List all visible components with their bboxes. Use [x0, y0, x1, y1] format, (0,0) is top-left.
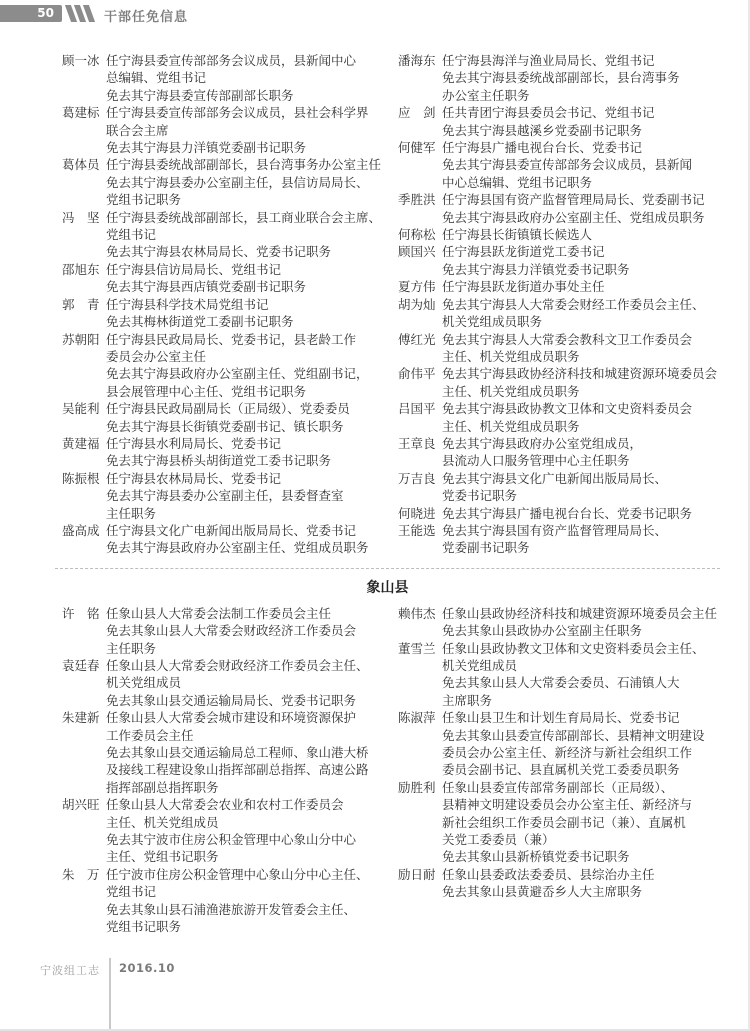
entry-person-name: 陈淑萍: [398, 710, 436, 726]
entry-content: [106, 435, 392, 470]
page-footer: [0, 956, 748, 1031]
entry-line: 免去其象山县人大常委会委员、石浦镇人大: [442, 675, 680, 691]
entry-line: 任宁海县委统战部副部长，县台湾事务办公室主任: [106, 157, 382, 173]
entry-line: 免去其宁海县政府办公室党组成员，: [442, 435, 643, 451]
entry-line: 主任、机关党组成员职务: [442, 348, 580, 364]
entry-line: 任宁海县科学技术局党组书记: [106, 296, 269, 312]
entry-line: 任宁海县跃龙街道办事处主任: [442, 279, 605, 295]
entry-person-name: 王能选: [398, 522, 436, 538]
entry-line: 免去其宁海县力洋镇党委书记职务: [442, 261, 630, 277]
entry-line: 免去其宁海县长街镇党委副书记、镇长职务: [106, 418, 344, 434]
entry-line: 任宁海县广播电视台台长、党委书记: [442, 140, 643, 156]
footer-divider-line: [109, 958, 111, 1031]
entry-line: 免去其象山县石浦渔港旅游开发管委会主任、: [106, 901, 357, 917]
entry-row: [62, 709, 392, 796]
entry-person-name: 黄建福: [62, 435, 100, 451]
entry-person-name: 傅红光: [398, 331, 436, 347]
entry-line: 免去其象山县人大常委会财政经济工作委员会: [106, 623, 357, 639]
entry-row: [62, 796, 392, 866]
entry-row: [62, 657, 392, 709]
entry-content: [106, 400, 392, 435]
entry-line: 委员会副书记、县直属机关党工委委员职务: [442, 762, 680, 778]
entry-line: 任象山县人大常委会城市建设和环境资源保护: [106, 710, 357, 726]
entry-line: 免去其宁波市住房公积金管理中心象山分中心: [106, 832, 357, 848]
entry-line: 免去其象山县政协办公室副主任职务: [442, 623, 643, 639]
entry-line: 任宁海县文化广电新闻出版局局长、党委书记: [106, 522, 357, 538]
footer-issue: 2016.10: [119, 961, 175, 975]
entry-line: 免去其宁海县委宣传部部务会议成员，县新闻: [442, 157, 693, 173]
page-number-bar: [0, 5, 62, 22]
entry-line: 及接线工程建设象山指挥部副总指挥、高速公路: [106, 762, 369, 778]
entry-line: 免去其宁海县文化广电新闻出版局局长、: [442, 470, 668, 486]
entry-content: [106, 605, 392, 657]
section-columns: [0, 52, 748, 557]
entry-line: 免去其宁海县政协教文卫体和文史资料委员会: [442, 401, 693, 417]
entry-line: 免去其宁海县政协经济科技和城建资源环境委员会: [442, 366, 718, 382]
page-number: 50: [37, 6, 54, 20]
entry-row: [398, 522, 722, 557]
entry-line: 任象山县政协教文卫体和文史资料委员会主任、: [442, 640, 705, 656]
entry-person-name: 应 剑: [398, 105, 436, 121]
entry-row: [398, 226, 722, 243]
entry-line: 免去其宁海县委办公室副主任，县信访局局长、: [106, 174, 369, 190]
entry-line: 主任职务: [106, 640, 157, 656]
entry-row: [62, 156, 392, 208]
entry-person-name: 胡为灿: [398, 296, 436, 312]
entry-line: 任宁海县民政局副局长（正局级）、党委委员: [106, 401, 350, 417]
footer-journal-name: 宁波组工志: [40, 964, 100, 977]
entry-line: 任宁海县跃龙街道党工委书记: [442, 244, 605, 260]
entry-line: 任宁海县海洋与渔业局局长、党组书记: [442, 53, 655, 68]
entry-line: 任宁海县委宣传部部务会议成员，县新闻中心: [106, 53, 357, 68]
entry-line: 主任职务: [106, 505, 157, 521]
entry-content: [442, 779, 722, 866]
entry-line: 党委书记职务: [442, 488, 518, 504]
entry-person-name: 盛高成: [62, 522, 100, 538]
entry-line: 免去其宁海县人大常委会教科文卫工作委员会: [442, 331, 693, 347]
entry-line: 县会展管理中心主任、党组书记职务: [106, 383, 307, 399]
entries-column: [398, 605, 722, 936]
entry-person-name: 许 铭: [62, 605, 100, 621]
entry-row: [62, 331, 392, 401]
entry-content: [106, 156, 392, 208]
entry-person-name: 陈振根: [62, 470, 100, 486]
entry-content: [106, 296, 392, 331]
entry-line: 免去其象山县交通运输局局长、党委书记职务: [106, 692, 357, 708]
entry-line: 免去其宁海县委办公室副主任，县委督查室: [106, 488, 344, 504]
entry-content: [442, 191, 722, 226]
entry-person-name: 董雪兰: [398, 640, 436, 656]
entry-line: 任象山县委宣传部常务副部长（正局级）、: [442, 779, 674, 795]
entry-line: 委员会办公室主任: [106, 348, 207, 364]
entry-person-name: 励胜利: [398, 779, 436, 795]
entry-person-name: 王章良: [398, 435, 436, 451]
entry-row: [398, 365, 722, 400]
entry-line: 免去其象山县委宣传部副部长、县精神文明建设: [442, 727, 705, 743]
entry-person-name: 顾国兴: [398, 244, 436, 260]
entry-line: 新社会组织工作委员会副书记（兼）、直属机: [442, 814, 686, 830]
entry-person-name: 苏朝阳: [62, 331, 100, 347]
entry-content: [442, 400, 722, 435]
entry-content: [442, 605, 722, 640]
entry-row: [62, 261, 392, 296]
entry-person-name: 吴能利: [62, 401, 100, 417]
entry-content: [442, 640, 722, 710]
entry-row: [398, 435, 722, 470]
entry-row: [398, 296, 722, 331]
entry-line: 任宁海县水利局局长、党委书记: [106, 435, 282, 451]
entry-content: [106, 657, 392, 709]
entry-line: 机关党组成员: [106, 675, 182, 691]
entry-person-name: 郭 青: [62, 296, 100, 312]
entry-content: [442, 365, 722, 400]
entry-line: 机关党组成员: [442, 658, 518, 673]
entry-row: [62, 400, 392, 435]
entry-row: [398, 605, 722, 640]
entry-row: [62, 866, 392, 936]
entry-row: [398, 400, 722, 435]
sections: [0, 52, 748, 936]
entry-line: 任宁海县农林局局长、党委书记: [106, 470, 282, 486]
entry-line: 任宁海县长街镇镇长候选人: [442, 227, 593, 243]
entry-line: 免去其宁海县政府办公室副主任、党组成员职务: [106, 540, 369, 556]
entry-person-name: 朱建新: [62, 710, 100, 726]
entry-row: [62, 435, 392, 470]
entry-content: [442, 709, 722, 779]
entry-content: [106, 104, 392, 156]
entry-line: 委员会办公室主任、新经济与新社会组织工作: [442, 745, 693, 761]
entry-person-name: 何称松: [398, 227, 436, 243]
entry-line: 免去其宁海县桥头胡街道党工委书记职务: [106, 453, 332, 469]
entry-line: 任象山县人大常委会财政经济工作委员会主任、: [106, 658, 369, 673]
entry-line: 任宁波市住房公积金管理中心象山分中心主任、: [106, 866, 369, 882]
entry-person-name: 夏方伟: [398, 279, 436, 295]
entry-row: [398, 52, 722, 104]
entry-line: 免去其宁海县委宣传部副部长职务: [106, 87, 294, 103]
entry-content: [106, 52, 392, 104]
entry-row: [398, 505, 722, 522]
entry-person-name: 潘海东: [398, 53, 436, 68]
entry-line: 免去其宁海县西店镇党委副书记职务: [106, 279, 307, 295]
entry-content: [106, 261, 392, 296]
entry-row: [398, 278, 722, 295]
entry-person-name: 胡兴旺: [62, 797, 100, 813]
entry-row: [398, 779, 722, 866]
entries-column: [62, 52, 392, 557]
entry-line: 关党工委委员（兼）: [442, 832, 555, 848]
entry-line: 主任、机关党组成员职务: [442, 418, 580, 434]
entry-content: [442, 331, 722, 366]
entry-line: 免去其象山县新桥镇党委书记职务: [442, 849, 630, 865]
entry-line: 任宁海县国有资产监督管理局局长、党委副书记: [442, 192, 705, 208]
entry-row: [62, 470, 392, 522]
entry-person-name: 顾一冰: [62, 53, 100, 68]
entry-line: 任象山县卫生和计划生育局局长、党委书记: [442, 710, 680, 726]
entry-content: [442, 139, 722, 191]
entry-line: 党组书记职务: [106, 192, 182, 208]
entry-row: [398, 104, 722, 139]
entry-line: 中心总编辑、党组书记职务: [442, 174, 593, 190]
entry-line: 指挥部副总指挥职务: [106, 779, 219, 795]
entry-person-name: 赖伟杰: [398, 605, 436, 621]
entry-content: [106, 331, 392, 401]
entry-line: 免去其宁海县农林局局长、党委书记职务: [106, 244, 332, 260]
section-divider-line: [55, 568, 720, 569]
entry-person-name: 励日耐: [398, 866, 436, 882]
entry-line: 免去其宁海县力洋镇党委副书记职务: [106, 140, 307, 156]
entry-line: 任宁海县信访局局长、党组书记: [106, 261, 282, 277]
entry-line: 任宁海县委宣传部部务会议成员，县社会科学界: [106, 105, 369, 121]
entry-content: [442, 470, 722, 505]
header-slashes-icon: [68, 5, 95, 22]
entry-person-name: 吕国平: [398, 401, 436, 417]
entry-content: [442, 296, 722, 331]
entry-person-name: 万吉良: [398, 470, 436, 486]
entry-row: [62, 296, 392, 331]
entry-line: 免去其宁海县人大常委会财经工作委员会主任、: [442, 296, 705, 312]
entry-person-name: 朱 万: [62, 866, 100, 882]
entry-person-name: 俞伟平: [398, 366, 436, 382]
entry-line: 党组书记职务: [106, 919, 182, 935]
entry-line: 免去其梅林街道党工委副书记职务: [106, 314, 294, 330]
entries-column: [62, 605, 392, 936]
entry-line: 任共青团宁海县委员会书记、党组书记: [442, 105, 655, 121]
entry-line: 联合会主席: [106, 122, 169, 138]
entry-content: [442, 435, 722, 470]
entry-content: [106, 470, 392, 522]
entry-content: [442, 104, 722, 139]
entry-row: [398, 331, 722, 366]
entry-line: 免去其宁海县委统战部副部长，县台湾事务: [442, 70, 680, 86]
entry-line: 机关党组成员职务: [442, 314, 543, 330]
entry-line: 主任、机关党组成员: [106, 814, 219, 830]
entry-person-name: 冯 坚: [62, 209, 100, 225]
entry-content: [106, 709, 392, 796]
page-header: [0, 5, 748, 23]
entry-row: [398, 709, 722, 779]
page-title: 干部任免信息: [104, 10, 189, 25]
entry-content: [106, 866, 392, 936]
entries-column: [398, 52, 722, 557]
entry-row: [62, 209, 392, 261]
entry-person-name: 葛建标: [62, 105, 100, 121]
entry-line: 免去其宁海县国有资产监督管理局局长、: [442, 522, 668, 538]
entry-line: 免去其宁海县越溪乡党委副书记职务: [442, 122, 643, 138]
entry-row: [398, 191, 722, 226]
entry-line: 总编辑、党组书记: [106, 70, 207, 86]
entry-line: 免去其象山县交通运输局总工程师、象山港大桥: [106, 745, 369, 761]
entry-content: [442, 226, 722, 243]
entry-line: 免去其宁海县政府办公室副主任、党组成员职务: [442, 209, 705, 225]
entry-person-name: 何晓进: [398, 505, 436, 521]
entry-line: 免去其象山县黄避岙乡人大主席职务: [442, 884, 643, 900]
entry-line: 办公室主任职务: [442, 87, 530, 103]
entry-line: 主任、机关党组成员职务: [442, 383, 580, 399]
entry-line: 任象山县政协经济科技和城建资源环境委员会主任: [442, 605, 718, 621]
entry-line: 任象山县人大常委会农业和农村工作委员会: [106, 797, 344, 813]
entry-line: 县流动人口服务管理中心主任职务: [442, 453, 630, 469]
entry-line: 主任、党组书记职务: [106, 849, 219, 865]
entry-row: [398, 640, 722, 710]
entry-person-name: 季胜洪: [398, 192, 436, 208]
entry-row: [62, 52, 392, 104]
entry-line: 任象山县人大常委会法制工作委员会主任: [106, 605, 332, 621]
entry-line: 党组书记: [106, 227, 157, 243]
entry-line: 主席职务: [442, 692, 493, 708]
entry-row: [398, 470, 722, 505]
section-title: 象山县: [366, 579, 409, 596]
entry-content: [106, 796, 392, 866]
entry-line: 任宁海县民政局局长、党委书记，县老龄工作: [106, 331, 357, 347]
entry-row: [398, 139, 722, 191]
entry-row: [62, 522, 392, 557]
entry-content: [106, 209, 392, 261]
entry-line: 工作委员会主任: [106, 727, 194, 743]
entry-line: 任象山县委政法委委员、县综治办主任: [442, 866, 655, 882]
entry-content: [442, 505, 722, 522]
entry-row: [398, 243, 722, 278]
entry-content: [106, 522, 392, 557]
entry-row: [398, 866, 722, 901]
entry-line: 党委副书记职务: [442, 540, 530, 556]
entry-content: [442, 866, 722, 901]
entry-person-name: 邵旭东: [62, 261, 100, 277]
entry-line: 免去其宁海县政府办公室副主任、党组副书记，: [106, 366, 369, 382]
entry-person-name: 袁廷春: [62, 658, 100, 673]
entry-content: [442, 522, 722, 557]
section-columns: [0, 605, 748, 936]
entry-person-name: 何健军: [398, 140, 436, 156]
entry-line: 任宁海县委统战部副部长，县工商业联合会主席、: [106, 209, 382, 225]
entry-line: 党组书记: [106, 884, 157, 900]
entry-row: [62, 104, 392, 156]
entry-person-name: 葛体员: [62, 157, 100, 173]
entry-content: [442, 243, 722, 278]
entry-content: [442, 52, 722, 104]
entry-line: 免去其宁海县广播电视台台长、党委书记职务: [442, 505, 693, 521]
entry-content: [442, 278, 722, 295]
entry-line: 县精神文明建设委员会办公室主任、新经济与: [442, 797, 693, 813]
entry-row: [62, 605, 392, 657]
